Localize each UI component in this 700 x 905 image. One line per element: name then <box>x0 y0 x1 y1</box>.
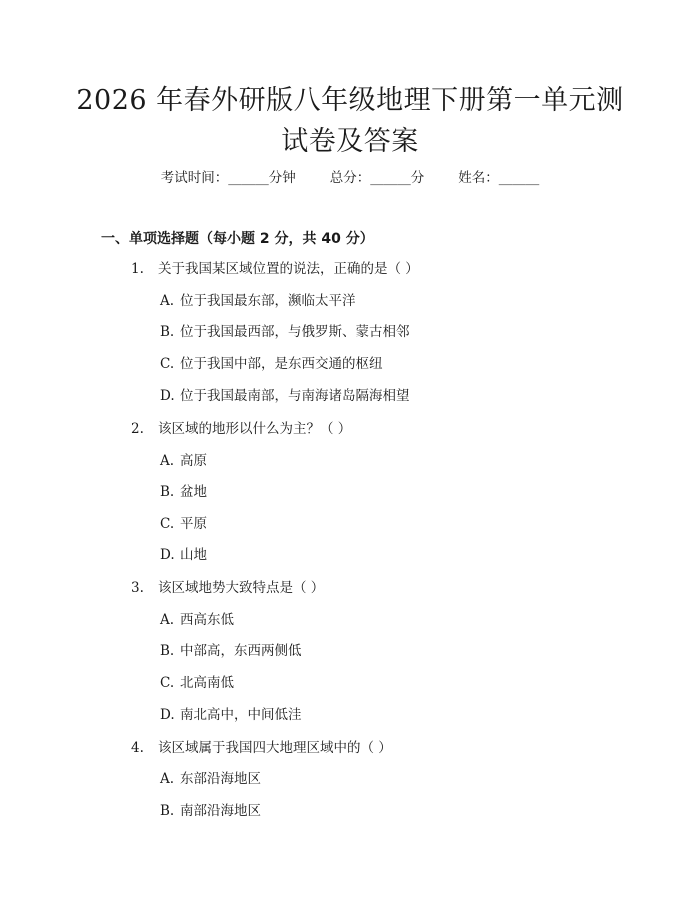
option-letter: C. <box>160 516 175 532</box>
question-3 <box>131 578 324 598</box>
total-score-label: 总分：______分 <box>329 170 425 186</box>
option-text: 平原 <box>180 516 207 532</box>
question-1 <box>131 259 419 279</box>
question-4 <box>131 738 392 758</box>
option-letter: B. <box>160 484 175 500</box>
q2-option-c <box>160 514 207 534</box>
option-text: 西高东低 <box>180 612 234 628</box>
q3-option-d <box>160 705 302 725</box>
title-line-1: 2026 年春外研版八年级地理下册第一单元测 <box>76 85 624 116</box>
option-text: 位于我国最南部，与南海诸岛隔海相望 <box>180 388 410 404</box>
q2-option-d <box>160 545 207 565</box>
q3-option-a <box>160 610 234 630</box>
q4-option-b <box>160 801 261 821</box>
option-letter: A. <box>160 453 175 469</box>
option-text: 北高南低 <box>180 675 234 691</box>
option-text: 南北高中，中间低洼 <box>180 707 302 723</box>
option-letter: D. <box>160 707 175 723</box>
exam-info-row <box>0 168 700 188</box>
option-letter: A. <box>160 612 175 628</box>
name-label: 姓名：______ <box>458 170 540 186</box>
question-text: 关于我国某区域位置的说法，正确的是（ ） <box>158 261 419 277</box>
question-number: 4. <box>131 740 144 756</box>
option-text: 盆地 <box>180 484 207 500</box>
option-letter: A. <box>160 293 175 309</box>
question-number: 2. <box>131 421 144 437</box>
q3-option-c <box>160 673 234 693</box>
option-letter: C. <box>160 675 175 691</box>
question-text: 该区域属于我国四大地理区域中的（ ） <box>158 740 392 756</box>
q2-option-a <box>160 451 207 471</box>
page-title <box>60 80 640 162</box>
question-text: 该区域的地形以什么为主？（ ） <box>158 421 352 437</box>
q3-option-b <box>160 641 302 661</box>
option-text: 位于我国中部，是东西交通的枢纽 <box>180 356 383 372</box>
option-letter: C. <box>160 356 175 372</box>
q4-option-a <box>160 769 261 789</box>
option-letter: D. <box>160 547 175 563</box>
question-2 <box>131 419 351 439</box>
question-number: 1. <box>131 261 144 277</box>
question-number: 3. <box>131 580 144 596</box>
option-text: 高原 <box>180 453 207 469</box>
option-text: 位于我国最西部，与俄罗斯、蒙古相邻 <box>180 324 410 340</box>
q1-option-d <box>160 386 410 406</box>
q1-option-c <box>160 354 383 374</box>
option-letter: A. <box>160 771 175 787</box>
option-letter: B. <box>160 803 175 819</box>
section-title: 一、单项选择题（每小题 2 分，共 40 分） <box>101 231 374 247</box>
option-text: 位于我国最东部，濒临太平洋 <box>180 293 356 309</box>
option-text: 南部沿海地区 <box>180 803 261 819</box>
option-letter: D. <box>160 388 175 404</box>
option-text: 山地 <box>180 547 207 563</box>
q2-option-b <box>160 482 207 502</box>
option-text: 东部沿海地区 <box>180 771 261 787</box>
option-letter: B. <box>160 324 175 340</box>
title-line-2: 试卷及答案 <box>281 126 419 157</box>
q1-option-a <box>160 291 356 311</box>
q1-option-b <box>160 322 410 342</box>
option-text: 中部高，东西两侧低 <box>180 643 302 659</box>
exam-time-label: 考试时间：______分钟 <box>160 170 296 186</box>
question-text: 该区域地势大致特点是（ ） <box>158 580 325 596</box>
option-letter: B. <box>160 643 175 659</box>
